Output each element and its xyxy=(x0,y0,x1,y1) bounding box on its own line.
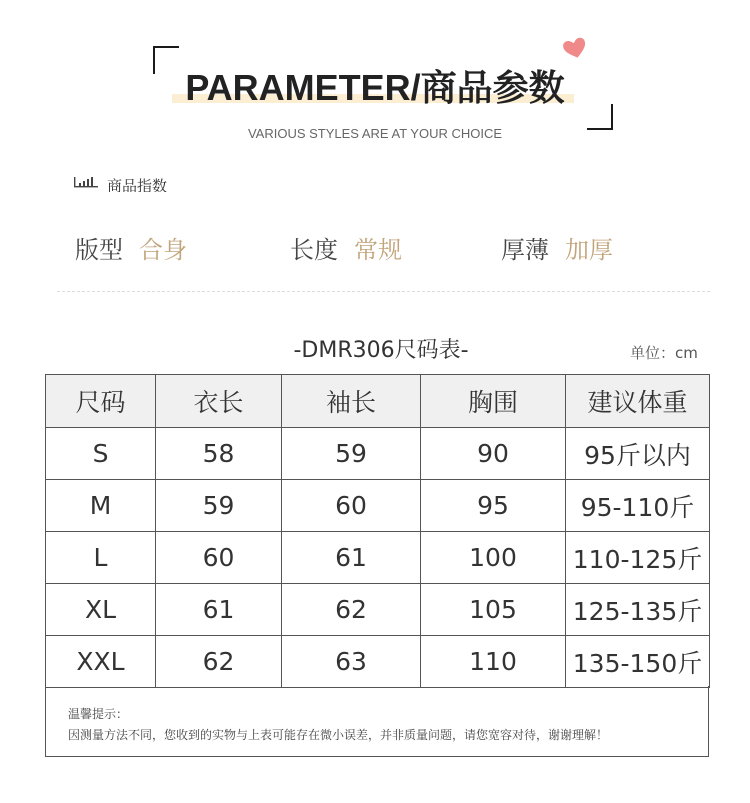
param-thickness xyxy=(501,232,613,268)
table-cell: 58 xyxy=(156,428,282,480)
table-cell: 59 xyxy=(156,480,282,532)
param-value: 常规 xyxy=(354,236,402,264)
page-subtitle: VARIOUS STYLES ARE AT YOUR CHOICE xyxy=(247,126,503,141)
table-cell: 60 xyxy=(156,532,282,584)
table-cell: 61 xyxy=(282,532,421,584)
table-cell: 95 xyxy=(421,480,566,532)
table-cell: 63 xyxy=(282,636,421,688)
table-row xyxy=(46,532,710,584)
table-cell: 60 xyxy=(282,480,421,532)
table-cell: 110-125斤 xyxy=(566,532,710,584)
table-cell: M xyxy=(46,480,156,532)
note-title: 温馨提示： xyxy=(68,707,129,721)
table-cell: XL xyxy=(46,584,156,636)
heart-icon xyxy=(562,36,588,60)
section-label xyxy=(73,176,167,192)
param-label: 版型 xyxy=(75,236,123,264)
param-length xyxy=(290,232,402,268)
table-row xyxy=(46,480,710,532)
size-table xyxy=(45,374,710,688)
note-box xyxy=(45,686,709,757)
table-row xyxy=(46,636,710,688)
table-cell: 105 xyxy=(421,584,566,636)
table-cell: 125-135斤 xyxy=(566,584,710,636)
column-header: 袖长 xyxy=(282,375,421,428)
column-header: 建议体重 xyxy=(566,375,710,428)
table-cell: 62 xyxy=(282,584,421,636)
size-chart-unit: 单位：cm xyxy=(630,344,698,362)
table-cell: 95-110斤 xyxy=(566,480,710,532)
table-cell: 62 xyxy=(156,636,282,688)
param-label: 长度 xyxy=(290,236,338,264)
table-cell: 95斤以内 xyxy=(566,428,710,480)
table-cell: 90 xyxy=(421,428,566,480)
table-row xyxy=(46,584,710,636)
table-cell: XXL xyxy=(46,636,156,688)
column-header: 衣长 xyxy=(156,375,282,428)
table-cell: 135-150斤 xyxy=(566,636,710,688)
table-cell: 100 xyxy=(421,532,566,584)
table-cell: 61 xyxy=(156,584,282,636)
divider xyxy=(57,291,710,292)
note-text: 因测量方法不同，您收到的实物与上表可能存在微小误差，并非质量问题，请您宽容对待，谢谢理解！ xyxy=(68,728,609,742)
param-fit xyxy=(75,232,187,268)
section-label-text: 商品指数 xyxy=(107,177,168,192)
column-header: 胸围 xyxy=(421,375,566,428)
table-row xyxy=(46,428,710,480)
product-params xyxy=(0,232,750,268)
param-value: 合身 xyxy=(139,236,187,264)
page-title: PARAMETER/商品参数 xyxy=(185,67,565,108)
table-cell: 59 xyxy=(282,428,421,480)
param-value: 加厚 xyxy=(565,236,613,264)
column-header: 尺码 xyxy=(46,375,156,428)
table-header-row xyxy=(46,375,710,428)
size-chart-title: -DMR306尺码表- xyxy=(293,338,469,363)
table-cell: S xyxy=(46,428,156,480)
table-cell: L xyxy=(46,532,156,584)
table-cell: 110 xyxy=(421,636,566,688)
signal-bars-icon xyxy=(73,176,99,192)
param-label: 厚薄 xyxy=(501,236,549,264)
